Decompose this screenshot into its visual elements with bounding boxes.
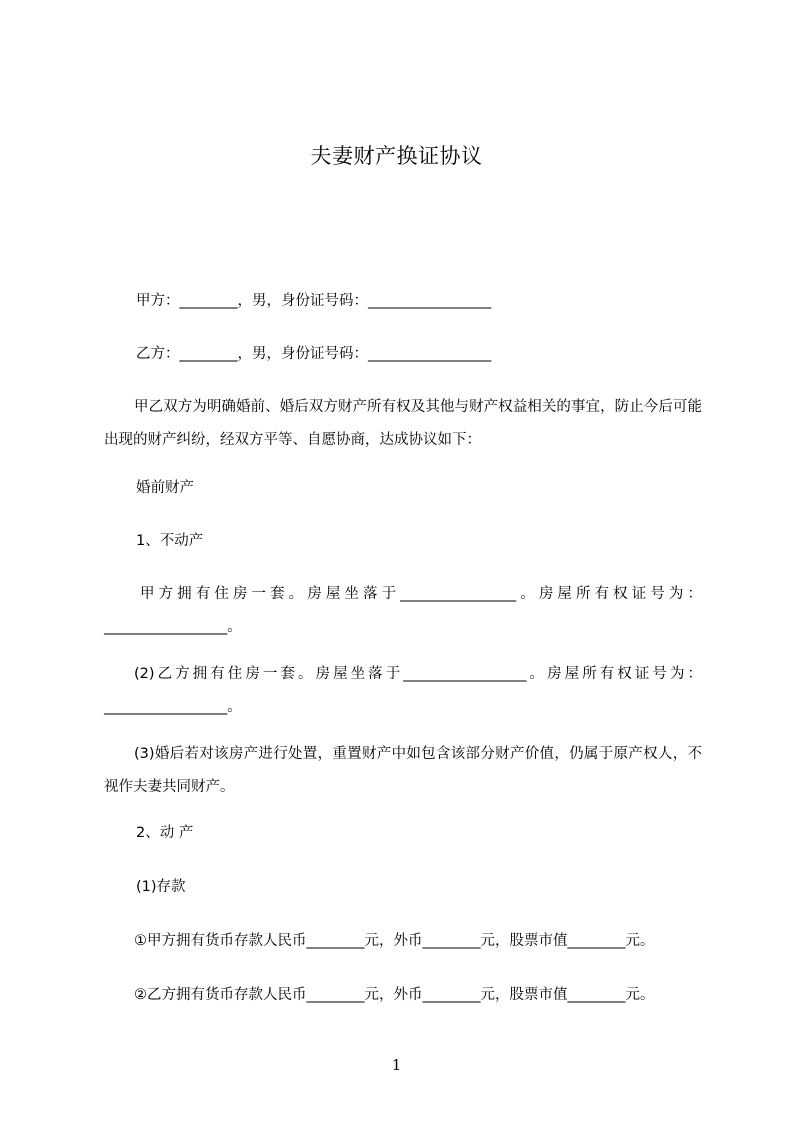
sub-deposits-heading: (1)存款: [136, 879, 186, 895]
deposit-party-a: ①甲方拥有货币存款人民币________元，外币________元，股票市值________元。: [134, 933, 655, 949]
real-estate-party-a: 甲方拥有住房一套。房屋坐落于________________。房屋所有权证号为：_________________。: [104, 586, 702, 635]
section-movable-heading: 2、动 产: [136, 825, 194, 841]
intro-paragraph: 甲乙双方为明确婚前、婚后双方财产所有权及其他与财产权益相关的事宜，防止今后可能出现的财产纠纷，经双方平等、自愿协商，达成协议如下：: [104, 399, 702, 448]
deposit-party-b: ②乙方拥有货币存款人民币________元，外币________元，股票市值________元。: [134, 987, 655, 1003]
party-b-line: 乙方：________，男，身份证号码：_________________: [136, 346, 492, 362]
section-premarital-heading: 婚前财产: [136, 480, 194, 496]
section-real-estate-heading: 1、不动产: [136, 533, 204, 549]
page-number: 1: [391, 1056, 402, 1074]
real-estate-disposal-clause: (3)婚后若对该房产进行处置，重置财产中如包含该部分财产价值，仍属于原产权人，不视作夫妻共同财产。: [104, 746, 702, 795]
real-estate-party-b: (2)乙方拥有住房一套。房屋坐落于_________________。房屋所有权证号为：_________________。: [104, 666, 702, 715]
document-title: 夫妻财产换证协议: [310, 144, 483, 168]
party-a-line: 甲方：________，男，身份证号码：_________________: [136, 293, 492, 309]
